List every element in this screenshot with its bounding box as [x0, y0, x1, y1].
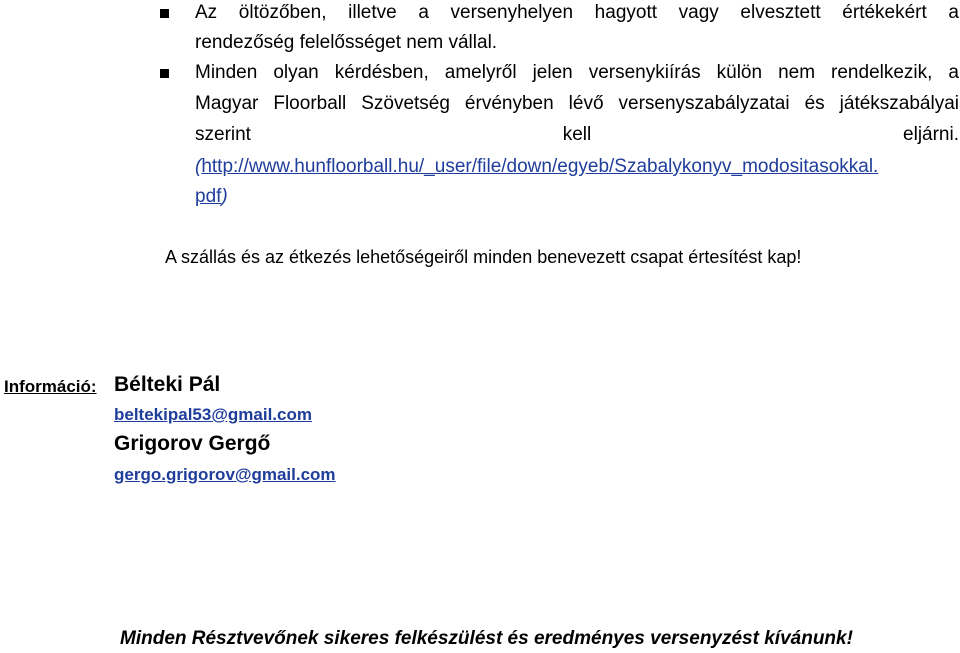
contact-name: Grigorov Gergő	[114, 432, 271, 455]
closing-message: Minden Résztvevőnek sikeres felkészülést és eredményes versenyzést kívánunk!	[120, 628, 853, 649]
contact-email-link[interactable]: gergo.grigorov@gmail.com	[114, 465, 336, 484]
bullet-text-line: Az öltözőben, illetve a versenyhelyen hagyott vagy elvesztett értékekért a	[195, 2, 959, 23]
square-bullet-icon	[160, 9, 169, 18]
bullet-text-line: Magyar Floorball Szövetség érvényben lévő versenyszabályzatai és játékszabályai	[195, 93, 959, 114]
contact-name: Bélteki Pál	[114, 373, 221, 396]
bullet-text-line: rendezőség felelősséget nem vállal.	[195, 32, 498, 53]
bullet-text-line: Minden olyan kérdésben, amelyről jelen versenykiírás külön nem rendelkezik, a	[195, 62, 959, 83]
link-paren-close: )	[221, 186, 228, 207]
rules-link-line	[195, 156, 959, 178]
rules-link[interactable]: http://www.hunfloorball.hu/_user/file/down/egyeb/Szabalykonyv_modositasokkal.	[201, 156, 879, 177]
accommodation-note: A szállás és az étkezés lehetőségeiről minden benevezett csapat értesítést kap!	[165, 247, 802, 267]
rules-link-line	[195, 186, 959, 208]
link-paren-open: (	[195, 156, 202, 177]
square-bullet-icon	[160, 69, 169, 78]
bullet-text-line: szerint kell eljárni.	[195, 124, 959, 145]
info-label: Információ:	[4, 377, 97, 396]
rules-link-continued[interactable]: pdf	[195, 186, 222, 207]
contact-email-link[interactable]: beltekipal53@gmail.com	[114, 405, 312, 424]
